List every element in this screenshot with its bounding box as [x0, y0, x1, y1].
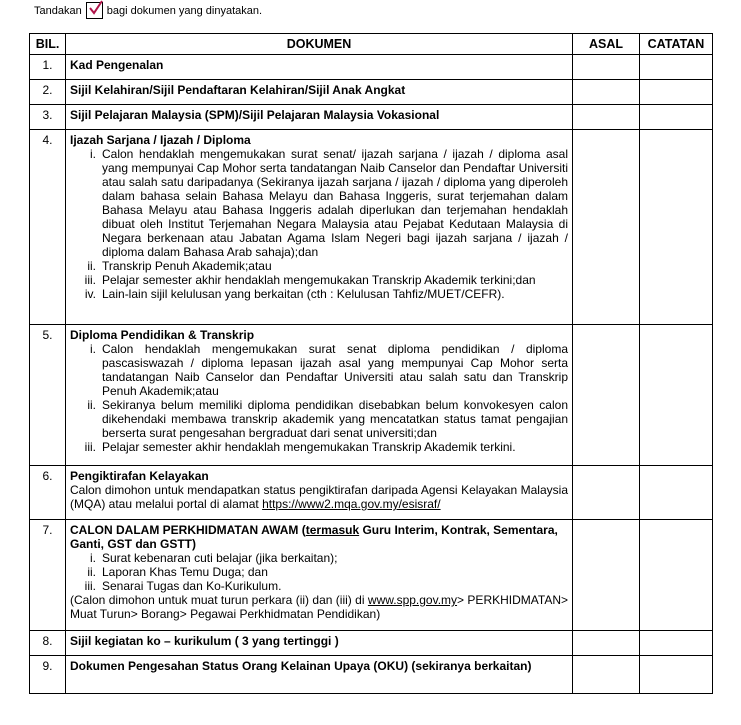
- catatan-cell[interactable]: [640, 466, 713, 520]
- row-title: Kad Pengenalan: [66, 55, 573, 80]
- list-item: i. Calon hendaklah mengemukakan surat senat diploma pendidikan / diploma pascasiswazah / diploma lepasan ijazah asal yang mempunyai Cap Mohor serta tandatangan Naib Canselor dan Pendaftar Universiti atau salah satu dan Transkrip Penuh Akademik;atau: [90, 342, 568, 398]
- asal-cell[interactable]: [573, 105, 640, 130]
- row-title: Sijil Kelahiran/Sijil Pendaftaran Kelahiran/Sijil Anak Angkat: [66, 80, 573, 105]
- document-checklist-table: [29, 33, 713, 694]
- list-item: iii. Pelajar semester akhir hendaklah mengemukakan Transkrip Akademik terkini.: [84, 440, 516, 454]
- row-content: [66, 520, 573, 631]
- catatan-cell[interactable]: [640, 55, 713, 80]
- list-item: iii. Pelajar semester akhir hendaklah mengemukakan Transkrip Akademik terkini;dan: [84, 273, 536, 287]
- catatan-cell[interactable]: [640, 520, 713, 631]
- list-item: ii. Laporan Khas Temu Duga; dan: [87, 565, 268, 579]
- row-number: 1.: [30, 55, 66, 80]
- instruction-before: Tandakan: [34, 4, 82, 17]
- row-number: 5.: [30, 325, 66, 466]
- asal-cell[interactable]: [573, 631, 640, 656]
- asal-cell[interactable]: [573, 520, 640, 631]
- list-item: iii. Senarai Tugas dan Ko-Kurikulum.: [84, 579, 282, 593]
- row-number: 7.: [30, 520, 66, 631]
- list-item: i. Surat kebenaran cuti belajar (jika berkaitan);: [90, 551, 338, 565]
- table-row: [30, 656, 713, 694]
- asal-cell[interactable]: [573, 466, 640, 520]
- asal-cell[interactable]: [573, 80, 640, 105]
- row-title: Ijazah Sarjana / Ijazah / Diploma: [70, 133, 251, 147]
- table-header-row: [30, 34, 713, 55]
- row-content: [66, 466, 573, 520]
- header-catatan: CATATAN: [640, 34, 713, 55]
- header-dokumen: DOKUMEN: [66, 34, 573, 55]
- asal-cell[interactable]: [573, 55, 640, 80]
- asal-cell[interactable]: [573, 130, 640, 325]
- header-asal: ASAL: [573, 34, 640, 55]
- row-title: Dokumen Pengesahan Status Orang Kelainan Upaya (OKU) (sekiranya berkaitan): [66, 656, 573, 694]
- asal-cell[interactable]: [573, 656, 640, 694]
- list-item: ii. Sekiranya belum memiliki diploma pendidikan disebabkan belum konvokesyen calon dikehendaki membawa transkrip akademik yang mencatatkan status tamat pengajian berserta surat pengesahan bergraduat dari senat universiti;dan: [87, 398, 568, 440]
- row-number: 6.: [30, 466, 66, 520]
- catatan-cell[interactable]: [640, 80, 713, 105]
- catatan-cell[interactable]: [640, 631, 713, 656]
- spp-link[interactable]: www.spp.gov.my: [367, 593, 458, 607]
- catatan-cell[interactable]: [640, 130, 713, 325]
- row-body: Calon dimohon untuk mendapatkan status pengiktirafan daripada Agensi Kelayakan Malaysia (MQA) atau melalui portal di alamat https://www2.mqa.gov.my/esisraf/: [70, 483, 568, 511]
- catatan-cell[interactable]: [640, 656, 713, 694]
- row-content: [66, 130, 573, 325]
- table-row: [30, 631, 713, 656]
- table-row: [30, 80, 713, 105]
- row-title: CALON DALAM PERKHIDMATAN AWAM (termasuk Guru Interim, Kontrak, Sementara, Ganti, GST dan GSTT): [70, 523, 558, 551]
- table-row: [30, 55, 713, 80]
- row-number: 3.: [30, 105, 66, 130]
- row-content: [66, 325, 573, 466]
- instruction-after: bagi dokumen yang dinyatakan.: [106, 4, 263, 17]
- row-title: Sijil kegiatan ko – kurikulum ( 3 yang tertinggi ): [66, 631, 573, 656]
- table-row: [30, 130, 713, 325]
- checkmark-icon: [86, 2, 103, 19]
- row-number: 9.: [30, 656, 66, 694]
- list-item: iv. Lain-lain sijil kelulusan yang berkaitan (cth : Kelulusan Tahfiz/MUET/CEFR).: [84, 287, 505, 301]
- row-title: Pengiktirafan Kelayakan: [70, 469, 209, 483]
- catatan-cell[interactable]: [640, 105, 713, 130]
- row-number: 8.: [30, 631, 66, 656]
- row-title: Diploma Pendidikan & Transkrip: [70, 328, 255, 342]
- header-bil: BIL.: [30, 34, 66, 55]
- table-row: [30, 105, 713, 130]
- table-row: [30, 466, 713, 520]
- row-note: (Calon dimohon untuk muat turun perkara (ii) dan (iii) di www.spp.gov.my> PERKHIDMATAN> Muat Turun> Borang> Pegawai Perkhidmatan Pendidikan): [70, 593, 569, 621]
- table-row: [30, 325, 713, 466]
- asal-cell[interactable]: [573, 325, 640, 466]
- row-number: 4.: [30, 130, 66, 325]
- instruction-line: [34, 2, 262, 19]
- list-item: ii. Transkrip Penuh Akademik;atau: [87, 259, 272, 273]
- mqa-link[interactable]: https://www2.mqa.gov.my/esisraf/: [262, 497, 441, 511]
- row-title: Sijil Pelajaran Malaysia (SPM)/Sijil Pelajaran Malaysia Vokasional: [66, 105, 573, 130]
- table-row: [30, 520, 713, 631]
- row-number: 2.: [30, 80, 66, 105]
- list-item: i. Calon hendaklah mengemukakan surat senat/ ijazah sarjana / ijazah / diploma asal yang mempunyai Cap Mohor serta tandatangan Naib Canselor dan Pendaftar Universiti atau salah satu daripadanya (Sekiranya ijazah sarjana / ijazah / diploma yang diperoleh dalam bahasa selain Bahasa Melayu dan Bahasa Inggeris, surat terjemahan dalam Bahasa Melayu atau Bahasa Inggeris adalah diperlukan dan terjemahan hendaklah dibuat oleh Institut Terjemahan Negara Malaysia atau Pejabat Kedutaan Malaysia di Negara berkenaan atau Jabatan Agama Islam Negeri bagi ijazah sarjana / ijazah / diploma dalam Bahasa Arab sahaja);dan: [90, 147, 568, 259]
- catatan-cell[interactable]: [640, 325, 713, 466]
